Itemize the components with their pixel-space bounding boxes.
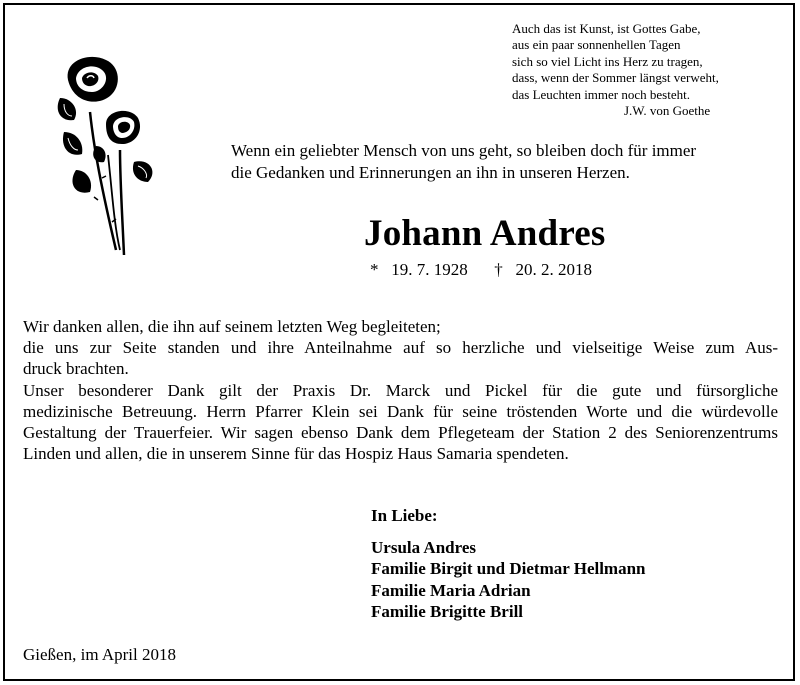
thanks-line: Unser besonderer Dank gilt der Praxis Dr. Marck und Pickel für die gute und fürsorgliche: [23, 380, 778, 400]
intro-line: Wenn ein geliebter Mensch von uns geht, so bleiben doch für immer: [231, 141, 697, 160]
thanks-line: medizinische Betreuung. Herrn Pfarrer Klein sei Dank für seine tröstenden Worte und die würdevolle: [23, 401, 778, 421]
poem-author: J.W. von Goethe: [624, 103, 711, 119]
intro-text: [231, 140, 696, 184]
life-dates: [370, 259, 592, 281]
poem-line: sich so viel Licht ins Herz zu tragen,: [512, 53, 703, 69]
thanks-line: Wir danken allen, die ihn auf seinem letzten Weg begleiteten;: [23, 317, 441, 336]
birth-symbol: *: [370, 260, 379, 279]
deceased-name: Johann Andres: [364, 213, 606, 254]
place-date: Gießen, im April 2018: [23, 645, 176, 664]
thanks-line: Linden und allen, die in unserem Sinne für das Hospiz Haus Samaria spendeten.: [23, 444, 569, 464]
thanks-line: die uns zur Seite standen und ihre Anteilnahme auf so herzliche und vielseitige Weise zum Aus-: [23, 338, 778, 358]
rose-illustration-icon: [50, 50, 160, 260]
intro-line: die Gedanken und Erinnerungen an ihn in unseren Herzen.: [231, 163, 630, 182]
poem-block: [512, 21, 719, 119]
signoff-name: Familie Birgit und Dietmar Hellmann: [371, 559, 646, 578]
signoff-name: Ursula Andres: [371, 537, 477, 557]
signoff-name: Familie Brigitte Brill: [371, 602, 524, 621]
death-symbol: †: [494, 260, 503, 279]
poem-line: Auch das ist Kunst, ist Gottes Gabe,: [512, 21, 701, 36]
thanks-line: Gestaltung der Trauerfeier. Wir sagen ebenso Dank dem Pflegeteam der Station 2 des Seniorenzentrums: [23, 423, 778, 443]
death-date: 20. 2. 2018: [515, 260, 592, 279]
signoff-lead: In Liebe:: [371, 506, 438, 525]
signoff-name: Familie Maria Adrian: [371, 580, 531, 600]
thanks-line: druck brachten.: [23, 359, 129, 379]
thanks-text: [23, 316, 778, 464]
poem-line: dass, wenn der Sommer längst verweht,: [512, 70, 719, 86]
poem-line: das Leuchten immer noch besteht.: [512, 86, 690, 102]
birth-date: 19. 7. 1928: [391, 260, 468, 279]
poem-line: aus ein paar sonnenhellen Tagen: [512, 37, 681, 53]
signoff-block: [371, 505, 646, 623]
